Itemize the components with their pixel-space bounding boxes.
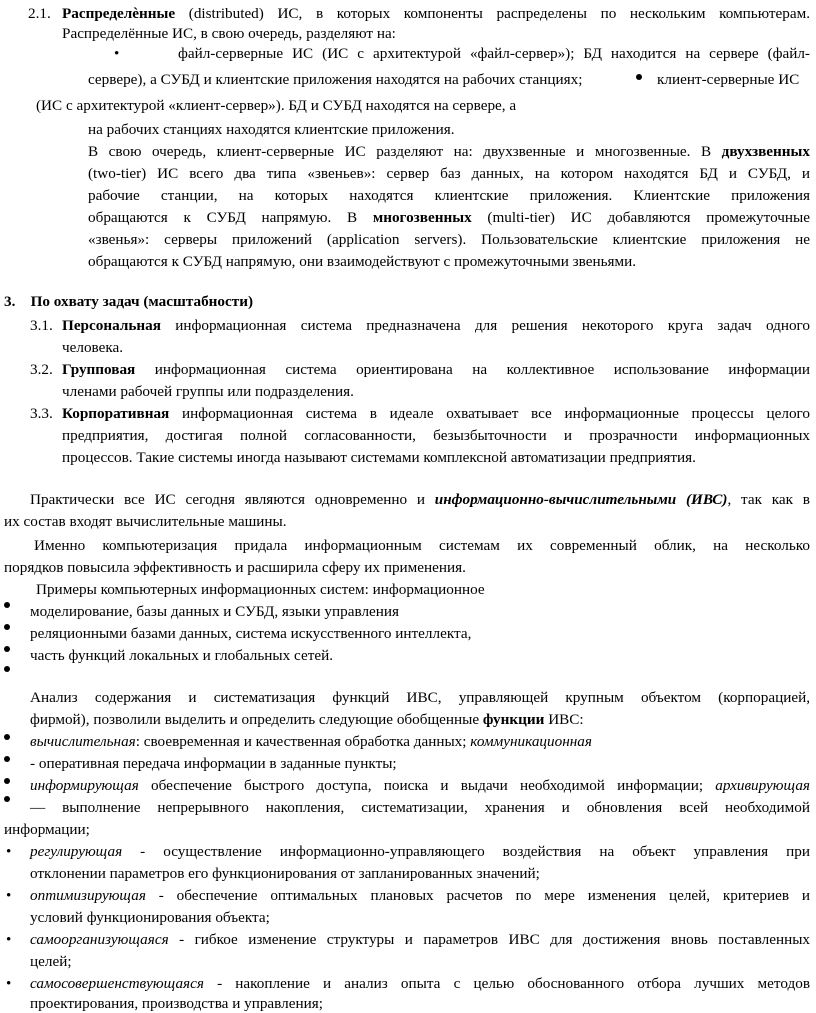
list-item-text: отклонении параметров его функционирования от запланированных значений; xyxy=(30,865,540,882)
term-italic: оптимизирующая xyxy=(30,887,146,904)
bullet-icon xyxy=(636,74,642,80)
list-item-text: реляционными базами данных, система искусственного интеллекта, xyxy=(30,625,472,642)
term-bold: Персональная xyxy=(62,317,161,334)
bullet-icon xyxy=(4,666,10,672)
paragraph-line: Практически все ИС сегодня являются одновременно и информационно-вычислительными (ИВС), так как в xyxy=(30,491,810,508)
list-item-text: самоорганизующаяся - гибкое изменение структуры и параметров ИВС для достижения вновь поставленных xyxy=(30,931,810,948)
bullet-glyph: • xyxy=(6,887,12,904)
list-item-text: информации; xyxy=(4,821,90,838)
paragraph-line: фирмой), позволили выделить и определить следующие обобщенные функции ИВС: xyxy=(30,711,584,728)
bullet-icon xyxy=(4,756,10,762)
item-number: 3.1. xyxy=(30,317,53,334)
list-item-text: информирующая обеспечение быстрого доступа, поиска и выдачи необходимой информации; архивирующая xyxy=(30,777,810,794)
paragraph-line: «звенья»: серверы приложений (application servers). Пользовательские клиентские приложения не xyxy=(88,231,810,248)
term-italic: самоорганизующаяся xyxy=(30,931,169,948)
item-number: 3.2. xyxy=(30,361,53,378)
paragraph-line: Примеры компьютерных информационных систем: информационное xyxy=(36,581,485,598)
bullet-icon xyxy=(4,796,10,802)
paragraph-line: членами рабочей группы или подразделения. xyxy=(62,383,354,400)
paragraph-line: человека. xyxy=(62,339,124,356)
paragraph-line: (two-tier) ИС всего два типа «звеньев»: сервер баз данных, на котором находятся БД и СУБД, и xyxy=(88,165,810,182)
item-number: 3.3. xyxy=(30,405,53,422)
list-item-text: — выполнение непрерывного накопления, систематизации, хранения и обновления всей необходимой xyxy=(30,799,810,816)
term-bold: многозвенных xyxy=(372,209,472,226)
term-bold: Распределѐнные xyxy=(62,5,176,22)
term-italic: вычислительная xyxy=(30,733,136,750)
list-item-text: целей; xyxy=(30,953,72,970)
term-bold: функции xyxy=(482,711,545,728)
paragraph-line: Персональная информационная система предназначена для решения некоторого круга задач одного xyxy=(62,317,810,334)
term-bold: Групповая xyxy=(62,361,136,378)
term-italic: коммуникационная xyxy=(470,733,592,750)
bullet-glyph: • xyxy=(114,45,120,62)
list-item-text: вычислительная: своевременная и качественная обработка данных; коммуникационная xyxy=(30,733,592,750)
list-item-text: условий функционирования объекта; xyxy=(30,909,270,926)
paragraph-line: порядков повысила эффективность и расширила сферу их применения. xyxy=(4,559,466,576)
paragraph-line: В свою очередь, клиент-серверные ИС разделяют на: двухзвенные и многозвенные. В двухзвенных xyxy=(88,143,810,160)
bullet-glyph: • xyxy=(6,975,12,992)
term-italic: регулирующая xyxy=(30,843,123,860)
term-italic: информирующая xyxy=(30,777,139,794)
paragraph-line: Корпоративная информационная система в идеале охватывает все информационные процессы целого xyxy=(62,405,810,422)
paragraph-line: Анализ содержания и систематизация функций ИВС, управляющей крупным объектом (корпорацией, xyxy=(30,689,810,706)
list-item-text: клиент-серверные ИС xyxy=(657,71,800,88)
list-item-text: оптимизирующая - обеспечение оптимальных плановых расчетов по мере изменения целей, критериев и xyxy=(30,887,810,904)
list-item-text: - оперативная передача информации в заданные пункты; xyxy=(30,755,397,772)
bullet-icon xyxy=(4,602,10,608)
list-item-text: файл-серверные ИС (ИС с архитектурой «файл-сервер»); БД находится на сервере (файл- xyxy=(178,45,810,62)
bullet-icon xyxy=(4,624,10,630)
paragraph-line: обращаются к СУБД напрямую. В многозвенных (multi-tier) ИС добавляются промежуточные xyxy=(88,209,811,226)
section-heading: 3. По охвату задач (масштабности) xyxy=(4,293,254,310)
list-item-text: часть функций локальных и глобальных сетей. xyxy=(30,647,334,664)
bullet-icon xyxy=(4,646,10,652)
paragraph-line: Распределѐнные (distributed) ИС, в которых компоненты распределены по нескольким компьютерам. xyxy=(62,5,810,22)
bullet-glyph: • xyxy=(6,843,12,860)
paragraph-line: обращаются к СУБД напрямую, они взаимодействуют с промежуточными звеньями. xyxy=(88,253,637,270)
paragraph-line: предприятия, достигая полной согласованности, безызбыточности и прозрачности информационных xyxy=(62,427,810,444)
paragraph-line: процессов. Такие системы иногда называют системами комплексной автоматизации предприятия. xyxy=(62,449,696,466)
paragraph-line: Распределённые ИС, в свою очередь, разделяют на: xyxy=(62,25,396,42)
paragraph-line: их состав входят вычислительные машины. xyxy=(4,513,287,530)
term-italic: архивирующая xyxy=(715,777,810,794)
list-item-text: регулирующая - осуществление информационно-управляющего воздействия на объект управления при xyxy=(30,843,810,860)
paragraph-line: рабочие станции, на которых находятся клиентские приложения. Клиентские приложения xyxy=(88,187,810,204)
term-bold: двухзвенных xyxy=(721,143,810,160)
bullet-glyph: • xyxy=(6,931,12,948)
term-bold-italic: информационно-вычислительными (ИВС) xyxy=(434,491,728,508)
section-number: 2.1. xyxy=(28,5,51,22)
paragraph-line: на рабочих станциях находятся клиентские приложения. xyxy=(88,121,455,138)
list-item-text: моделирование, базы данных и СУБД, языки управления xyxy=(30,603,400,620)
bullet-icon xyxy=(4,734,10,740)
paragraph-line: (ИС с архитектурой «клиент-сервер»). БД и СУБД находятся на сервере, а xyxy=(36,97,517,114)
term-bold: Корпоративная xyxy=(62,405,170,422)
list-item-text: сервере), а СУБД и клиентские приложения находятся на рабочих станциях; xyxy=(88,71,583,88)
list-item-text: проектирования, производства и управления; xyxy=(30,995,323,1012)
paragraph-line: Групповая информационная система ориентирована на коллективное использование информации xyxy=(62,361,810,378)
paragraph-line: Именно компьютеризация придала информационным системам их современный облик, на несколько xyxy=(34,537,810,554)
list-item-text: самосовершенствующаяся - накопление и анализ опыта с целью обоснованного отбора лучших методов xyxy=(30,975,810,992)
term-italic: самосовершенствующаяся xyxy=(30,975,204,992)
bullet-icon xyxy=(4,778,10,784)
